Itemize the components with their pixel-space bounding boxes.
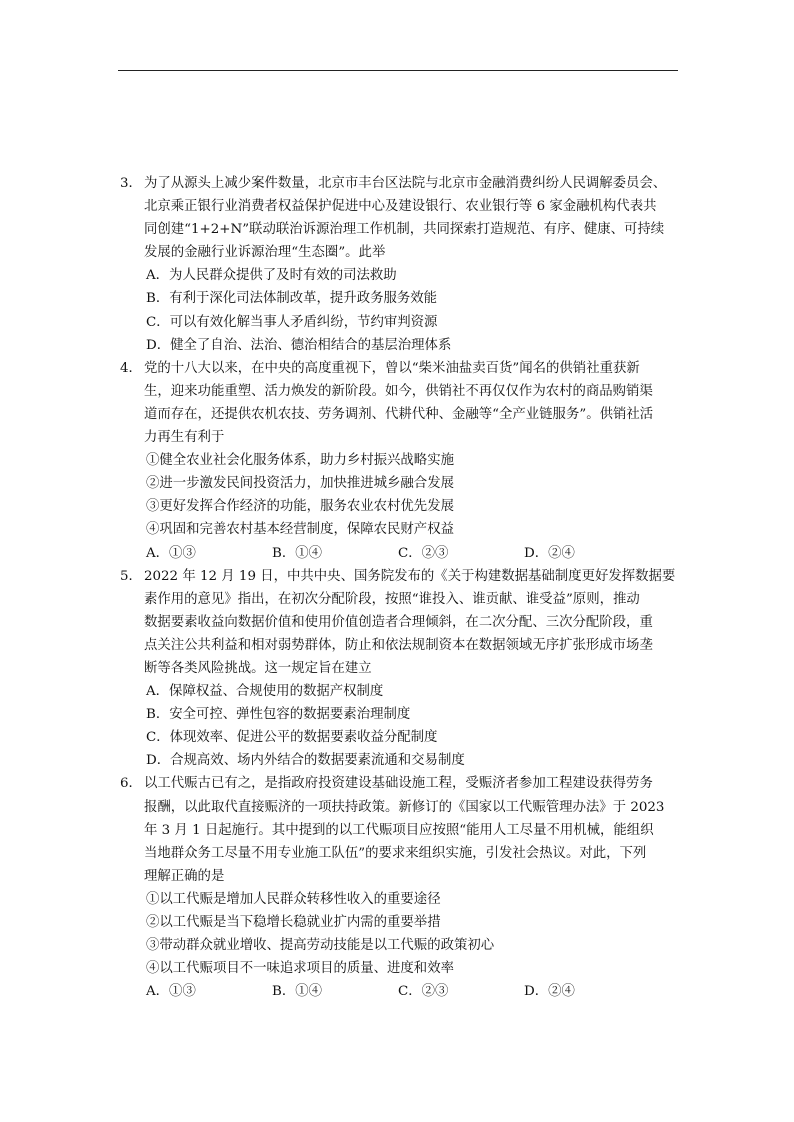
question-stem-line: 4． 党的十八大以来，在中央的高度重视下，曾以“柴米油盐卖百货”闻名的供销社重获新 [120,357,690,380]
statement-1: ①以工代赈是增加人民群众转移性收入的重要途径 [146,891,441,907]
answer-options-row [120,980,690,1003]
question-stem-line: 5． 2022 年 12 月 19 日，中共中央、国务院发布的《关于构建数据基础制度更好发挥数据要 [120,565,690,588]
question-5 [120,565,690,773]
statement-3: ③带动群众就业增收、提高劳动技能是以工代赈的政策初心 [146,938,495,954]
exam-content [120,172,690,1003]
question-stem-line: 同创建“1+2+N”联动联治诉源治理工作机制，共同探索打造规范、有序、健康、可持续 [144,222,665,238]
statement-2: ②以工代赈是当下稳增长稳就业扩内需的重要举措 [146,915,441,930]
option-d: D．健全了自治、法治、德治相结合的基层治理体系 [146,337,452,353]
question-number: 4． [120,360,142,376]
answer-c: C．②③ [398,545,449,561]
option-b: B．有利于深化司法体制改革，提升政务服务效能 [146,291,438,307]
question-stem-line: 断等各类风险挑战。这一规定旨在建立 [144,660,372,676]
header-rule [118,70,678,71]
question-6 [120,772,690,1003]
question-stem-line: 当地群众务工尽量不用专业施工队伍”的要求来组织实施，引发社会热议。对此，下列 [144,845,647,861]
question-stem-line: 数据要素收益向数据价值和使用价值创造者合理倾斜，在二次分配、三次分配阶段，重 [144,614,653,630]
question-number: 5． [120,568,142,584]
question-stem-line: 力再生有利于 [144,430,225,446]
option-c: C．体现效率、促进公平的数据要素收益分配制度 [146,730,438,746]
question-stem-line: 道而存在，还提供农机农技、劳务调剂、代耕代种、金融等“全产业链服务”。供销社活 [144,406,654,422]
statement-2: ②进一步激发民间投资活力，加快推进城乡融合发展 [146,476,454,492]
answer-a: A．①③ [146,545,196,561]
statement-1: ①健全农业社会化服务体系，助力乡村振兴战略实施 [146,453,454,469]
question-stem-line: 理解正确的是 [144,868,225,884]
statement-4: ④巩固和完善农村基本经营制度，保障农民财产权益 [146,522,454,538]
answer-b: B．①④ [272,984,323,1000]
question-stem-line: 素作用的意见》指出，在初次分配阶段，按照“谁投入、谁贡献、谁受益”原则，推动 [144,591,640,607]
question-stem-line: 发展的金融行业诉源治理“生态圈”。此举 [144,245,386,261]
option-a: A．保障权益、合规使用的数据产权制度 [146,684,384,700]
question-stem-line: 报酬，以此取代直接赈济的一项扶持政策。新修订的《国家以工代赈管理办法》于 2023 [144,799,665,815]
question-number: 3． [120,176,142,191]
statement-4: ④以工代赈项目不一味追求项目的质量、进度和效率 [146,961,454,977]
option-c: C．可以有效化解当事人矛盾纠纷，节约审判资源 [146,314,438,330]
answer-d: D．②④ [524,545,575,561]
question-3 [120,172,690,357]
answer-c: C．②③ [398,984,449,1000]
question-4 [120,357,690,565]
question-number: 6． [120,776,142,792]
question-stem-line: 点关注公共利益和相对弱势群体，防止和依法规制资本在数据领域无序扩张形成市场垄 [144,637,653,653]
option-a: A．为人民群众提供了及时有效的司法救助 [146,268,397,284]
question-stem-line: 生，迎来功能重塑、活力焕发的新阶段。如今，供销社不再仅仅作为农村的商品购销渠 [144,383,653,399]
question-stem-line: 3． 为了从源头上减少案件数量，北京市丰台区法院与北京市金融消费纠纷人民调解委员会、 [120,172,690,195]
answer-b: B．①④ [272,545,323,561]
question-stem-line: 6． 以工代赈古已有之，是指政府投资建设基础设施工程，受赈济者参加工程建设获得劳务 [120,772,690,795]
option-d: D．合规高效、场内外结合的数据要素流通和交易制度 [146,753,465,769]
answer-options-row [120,542,690,565]
option-b: B．安全可控、弹性包容的数据要素治理制度 [146,707,411,723]
answer-a: A．①③ [146,984,196,1000]
question-stem-line: 北京乘正银行业消费者权益保护促进中心及建设银行、农业银行等 6 家金融机构代表共 [144,199,657,215]
question-stem-line: 年 3 月 1 日起施行。其中提到的以工代赈项目应按照“能用人工尽量不用机械，能组织 [144,822,654,838]
answer-d: D．②④ [524,984,575,1000]
statement-3: ③更好发挥合作经济的功能，服务农业农村优先发展 [146,499,454,515]
